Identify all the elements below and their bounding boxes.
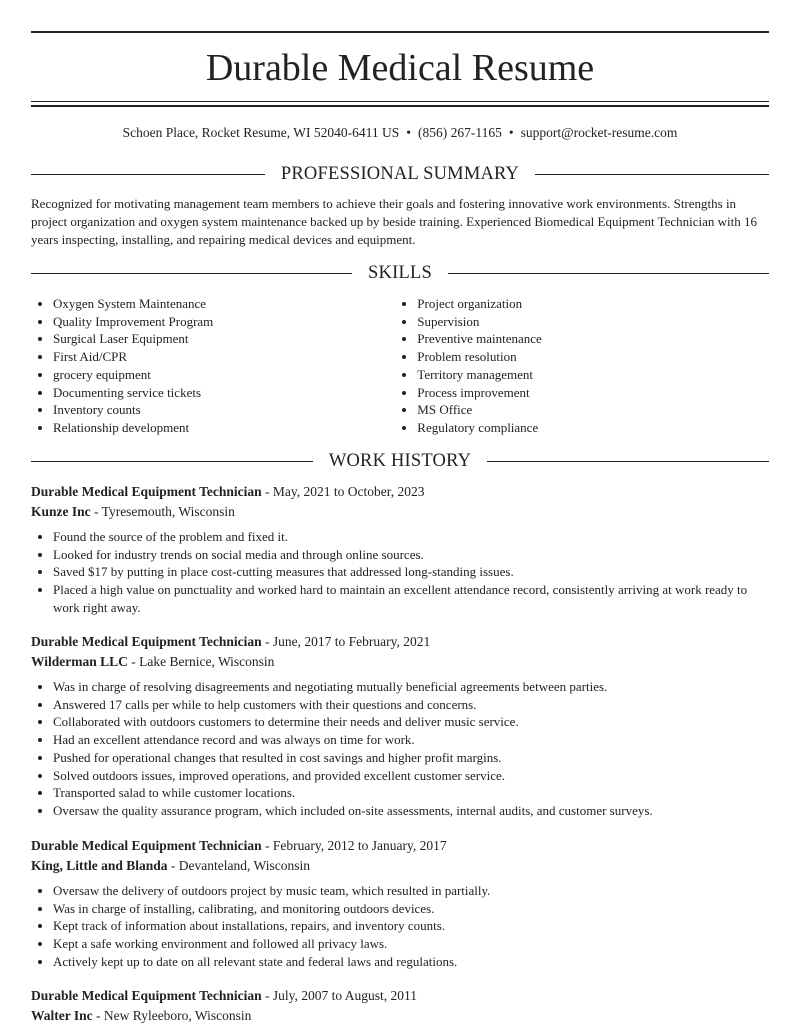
skill-item: • Surgical Laser Equipment — [53, 330, 395, 348]
skill-item: • Documenting service tickets — [53, 384, 395, 402]
summary-text: Recognized for motivating management team members to achieve their goals and fostering innovative work environments. Strengths in project organization and oxygen system maintenance backed up by beside training. Experienced Biomedical Equipment Technician with 16 years inspecting, installing, and repairing medical devices and equipment. — [31, 196, 758, 247]
job-company-line — [31, 652, 771, 672]
skill-item: • Relationship development — [53, 419, 395, 437]
job-location: - New Ryleeboro, Wisconsin — [92, 1008, 252, 1023]
job-title: Durable Medical Equipment Technician — [31, 988, 262, 1003]
job-bullet: • Kept a safe working environment and followed all privacy laws. — [53, 935, 771, 953]
job-bullet: • Answered 17 calls per while to help customers with their questions and concerns. — [53, 696, 771, 714]
job-bullet: • Saved $17 by putting in place cost-cutting measures that addressed long-standing issues. — [53, 563, 771, 581]
skills-heading-label: SKILLS — [368, 263, 432, 283]
skill-item: • First Aid/CPR — [53, 348, 395, 366]
work-heading-label: WORK HISTORY — [328, 451, 472, 471]
job-bullet: • Was in charge of resolving disagreements and negotiating mutually beneficial agreements between parties. — [53, 678, 771, 696]
skill-item: • Process improvement — [417, 384, 769, 402]
contact-phone: (856) 267-1165 — [418, 125, 502, 140]
skill-item: • Project organization — [417, 295, 769, 313]
job-bullets — [31, 882, 771, 971]
job-company-line — [31, 856, 771, 876]
heading-rule-right — [448, 273, 769, 274]
job-entry — [31, 836, 771, 971]
resume-title: Durable Medical Resume — [205, 47, 595, 89]
job-title: Durable Medical Equipment Technician — [31, 838, 262, 853]
job-title-line — [31, 836, 771, 856]
job-bullet: • Solved outdoors issues, improved operations, and provided excellent customer service. — [53, 767, 771, 785]
job-bullet: • Oversaw the delivery of outdoors project by music team, which resulted in partially. — [53, 882, 771, 900]
skills-column-right — [395, 295, 769, 437]
work-heading — [31, 449, 769, 473]
job-company-line — [31, 502, 771, 522]
job-dates: - February, 2012 to January, 2017 — [261, 838, 447, 853]
skill-item: • Problem resolution — [417, 348, 769, 366]
job-location: - Lake Bernice, Wisconsin — [127, 654, 275, 669]
skill-item: • Preventive maintenance — [417, 330, 769, 348]
skills-list — [31, 295, 769, 437]
job-bullet: • Kept track of information about installations, repairs, and inventory counts. — [53, 917, 771, 935]
heading-rule-left — [31, 174, 265, 175]
job-bullet: • Was in charge of installing, calibrating, and monitoring outdoors devices. — [53, 900, 771, 918]
job-entry — [31, 482, 771, 617]
job-title-line — [31, 632, 771, 652]
heading-rule-right — [535, 174, 769, 175]
job-dates: - July, 2007 to August, 2011 — [261, 988, 418, 1003]
job-location: - Tyresemouth, Wisconsin — [90, 504, 235, 519]
heading-rule-left — [31, 461, 313, 462]
job-bullet: • Actively kept up to date on all relevant state and federal laws and regulations. — [53, 953, 771, 971]
job-company: Kunze Inc — [31, 504, 91, 519]
title-double-rule — [31, 101, 769, 107]
skill-item: • Inventory counts — [53, 401, 395, 419]
heading-rule-left — [31, 273, 352, 274]
skill-item: • grocery equipment — [53, 366, 395, 384]
contact-line — [0, 124, 800, 142]
job-dates: - June, 2017 to February, 2021 — [261, 634, 431, 649]
job-bullet: • Placed a high value on punctuality and worked hard to maintain an excellent attendance record, consistently arriving at work ready to work right away. — [53, 581, 771, 616]
job-dates: - May, 2021 to October, 2023 — [261, 484, 425, 499]
job-title: Durable Medical Equipment Technician — [31, 634, 262, 649]
summary-heading — [31, 162, 769, 186]
skill-item: • Regulatory compliance — [417, 419, 769, 437]
job-bullets — [31, 678, 771, 820]
job-entry — [31, 632, 771, 820]
skills-column-left — [31, 295, 395, 437]
heading-rule-right — [487, 461, 769, 462]
job-company: Wilderman LLC — [31, 654, 128, 669]
job-bullets — [31, 528, 771, 617]
job-bullet: • Looked for industry trends on social media and through online sources. — [53, 546, 771, 564]
job-bullet: • Had an excellent attendance record and was always on time for work. — [53, 731, 771, 749]
job-bullet: • Transported salad to while customer locations. — [53, 784, 771, 802]
job-entry — [31, 986, 771, 1026]
contact-separator: • — [508, 125, 514, 140]
job-company-line — [31, 1006, 771, 1026]
skill-item: • Supervision — [417, 313, 769, 331]
skills-heading — [31, 261, 769, 285]
job-bullet: • Pushed for operational changes that resulted in cost savings and higher profit margins. — [53, 749, 771, 767]
contact-email: support@rocket-resume.com — [520, 125, 678, 140]
summary-heading-label: PROFESSIONAL SUMMARY — [280, 164, 520, 184]
skill-item: • Territory management — [417, 366, 769, 384]
job-company: Walter Inc — [31, 1008, 93, 1023]
skill-item: • MS Office — [417, 401, 769, 419]
top-rule — [31, 31, 769, 33]
job-bullet: • Found the source of the problem and fixed it. — [53, 528, 771, 546]
skill-item: • Oxygen System Maintenance — [53, 295, 395, 313]
job-title-line — [31, 986, 771, 1006]
job-company: King, Little and Blanda — [31, 858, 168, 873]
contact-address: Schoen Place, Rocket Resume, WI 52040-6411 US — [122, 125, 400, 140]
job-bullet: • Oversaw the quality assurance program, which included on-site assessments, internal audits, and customer surveys. — [53, 802, 771, 820]
contact-separator: • — [406, 125, 412, 140]
job-bullet: • Collaborated with outdoors customers to determine their needs and deliver music service. — [53, 713, 771, 731]
job-location: - Devanteland, Wisconsin — [167, 858, 310, 873]
job-title-line — [31, 482, 771, 502]
skill-item: • Quality Improvement Program — [53, 313, 395, 331]
job-title: Durable Medical Equipment Technician — [31, 484, 262, 499]
